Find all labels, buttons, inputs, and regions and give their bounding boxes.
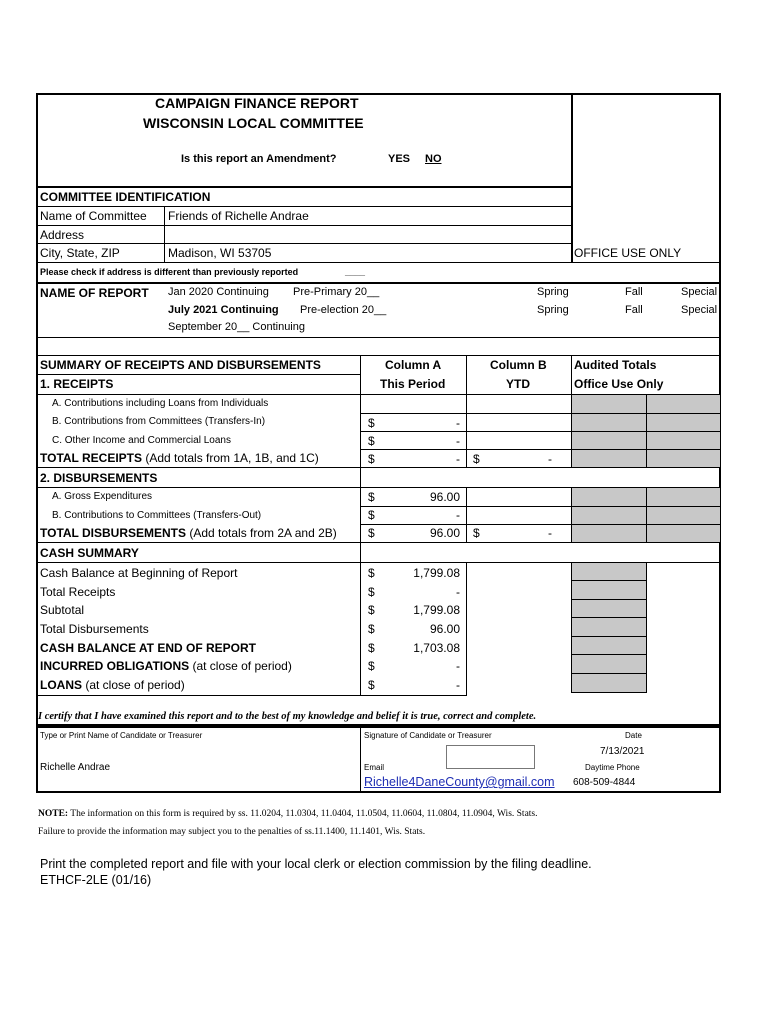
disbursement-b-dollar: $ (368, 508, 375, 522)
cash-row-text: Subtotal (40, 603, 85, 617)
cash-row-text: Cash Balance at Beginning of Report (40, 566, 238, 580)
divider (36, 695, 467, 696)
phone-label: Daytime Phone (585, 763, 640, 772)
report-option-spring[interactable]: Spring (537, 286, 569, 298)
divider (36, 355, 721, 356)
cash-row-bold: LOANS (40, 678, 82, 692)
cash-row-label (40, 603, 84, 617)
divider (719, 726, 721, 793)
report-option-pre-election[interactable]: Pre-election 20__ (300, 304, 387, 316)
audited-cell (646, 524, 721, 543)
disbursement-b-label: B. Contributions to Committees (Transfers-Out) (52, 510, 262, 521)
cash-row-value[interactable]: 96.00 (429, 622, 460, 636)
form-id: ETHCF-2LE (01/16) (40, 873, 152, 887)
cash-row-dollar: $ (368, 603, 375, 617)
cash-row-dollar: $ (368, 566, 375, 580)
city-state-zip-label: City, State, ZIP (40, 246, 120, 260)
cash-row-label (40, 678, 185, 692)
audited-cell (571, 524, 647, 543)
divider (36, 282, 721, 284)
cash-row-bold: INCURRED OBLIGATIONS (40, 659, 190, 673)
note-text: The information on this form is required by ss. 11.0204, 11.0304, 11.0404, 11.0504, 11.0604, 11.0804, 11.0904, Wis. Stats. (68, 809, 538, 819)
total-disbursements-value[interactable]: 96.00 (429, 526, 460, 540)
column-a-header: Column A (385, 358, 442, 372)
cash-row-label (40, 566, 237, 580)
address-change-note: Please check if address is different than previously reported (40, 267, 299, 277)
section-committee-identification: COMMITTEE IDENTIFICATION (40, 190, 211, 204)
total-receipts-value[interactable]: - (456, 452, 460, 466)
divider (164, 206, 165, 263)
divider (36, 262, 721, 263)
cash-row-label (40, 641, 256, 655)
summary-title: SUMMARY OF RECEIPTS AND DISBURSEMENTS (40, 358, 321, 372)
column-b-subheader: YTD (506, 377, 530, 391)
cash-row-value[interactable]: 1,703.08 (413, 641, 460, 655)
audited-cell (646, 431, 721, 450)
cash-row-dollar: $ (368, 585, 375, 599)
cash-row-value[interactable]: - (456, 585, 460, 599)
report-option-special[interactable]: Special (681, 304, 718, 316)
amendment-question: Is this report an Amendment? (181, 153, 337, 165)
cash-row-text: Total Disbursements (40, 622, 149, 636)
report-option-special[interactable]: Special (681, 286, 718, 298)
audited-cell (646, 394, 721, 414)
cash-row-note: (at close of period) (82, 678, 185, 692)
cash-row-note: (at close of period) (189, 659, 292, 673)
total-receipts-note: (Add totals from 1A, 1B, and 1C) (142, 451, 319, 465)
candidate-name-value[interactable]: Richelle Andrae (40, 762, 111, 773)
type-name-label: Type or Print Name of Candidate or Treasurer (40, 731, 203, 740)
total-disbursements-label (40, 526, 337, 540)
divider (36, 374, 361, 375)
divider (571, 355, 572, 395)
audited-cell (571, 449, 647, 468)
divider (36, 726, 38, 793)
total-disbursements-dollar: $ (368, 526, 375, 540)
phone-value[interactable]: 608-509-4844 (573, 777, 636, 788)
divider (36, 337, 721, 338)
disbursement-a-value[interactable]: 96.00 (429, 490, 460, 504)
form-subtitle: WISCONSIN LOCAL COMMITTEE (143, 115, 364, 131)
divider (466, 562, 467, 695)
report-option-fall[interactable]: Fall (625, 304, 643, 316)
divider (36, 467, 572, 468)
column-a-subheader: This Period (380, 377, 446, 391)
cash-row-dollar: $ (368, 678, 375, 692)
audited-cell (646, 506, 721, 525)
total-receipts-ytd-value[interactable]: - (548, 452, 552, 466)
cash-row-label (40, 622, 149, 636)
report-option-july-2021[interactable]: July 2021 Continuing (168, 304, 279, 316)
report-option-spring[interactable]: Spring (537, 304, 569, 316)
receipts-title: 1. RECEIPTS (40, 377, 114, 391)
cash-summary-title: CASH SUMMARY (40, 546, 139, 560)
total-disbursements-ytd-value[interactable]: - (548, 526, 552, 540)
receipt-c-value[interactable]: - (456, 434, 460, 448)
penalty-note: Failure to provide the information may subject you to the penalties of ss.11.1400, 11.1401, Wis. Stats. (38, 827, 426, 837)
disbursements-title: 2. DISBURSEMENTS (40, 471, 158, 485)
cash-row-dollar: $ (368, 641, 375, 655)
audited-cell (571, 617, 647, 637)
divider (466, 355, 467, 395)
report-option-jan-2020[interactable]: Jan 2020 Continuing (168, 286, 269, 298)
cash-row-text: Total Receipts (40, 585, 116, 599)
report-option-pre-primary[interactable]: Pre-Primary 20__ (293, 286, 380, 298)
disbursement-b-value[interactable]: - (456, 508, 460, 522)
cash-row-value[interactable]: - (456, 678, 460, 692)
audited-cell (646, 487, 721, 507)
date-value[interactable]: 7/13/2021 (600, 746, 645, 757)
total-receipts-ytd-dollar: $ (473, 452, 480, 466)
report-name-label: NAME OF REPORT (40, 286, 149, 300)
receipt-a-label: A. Contributions including Loans from Individuals (52, 398, 269, 409)
audited-cell (646, 449, 721, 468)
form-title: CAMPAIGN FINANCE REPORT (155, 95, 359, 111)
total-receipts-bold: TOTAL RECEIPTS (40, 451, 143, 465)
disbursement-a-dollar: $ (368, 490, 375, 504)
column-b-header: Column B (490, 358, 547, 372)
audited-cell (571, 431, 647, 450)
audited-totals-subheader: Office Use Only (574, 377, 664, 391)
signature-box[interactable] (446, 745, 535, 769)
receipt-c-label: C. Other Income and Commercial Loans (52, 435, 231, 446)
cash-row-value[interactable]: 1,799.08 (413, 566, 460, 580)
audited-cell (571, 487, 647, 507)
audited-cell (571, 636, 647, 655)
date-label: Date (625, 731, 642, 740)
total-disbursements-ytd-dollar: $ (473, 526, 480, 540)
divider (36, 186, 573, 188)
divider (466, 487, 467, 543)
cash-row-value[interactable]: - (456, 659, 460, 673)
total-receipts-dollar: $ (368, 452, 375, 466)
divider (36, 243, 573, 244)
audited-cell (571, 562, 647, 581)
receipt-b-label: B. Contributions from Committees (Transfers-In) (52, 416, 266, 427)
statutory-note (38, 809, 538, 819)
cash-row-label (40, 659, 292, 673)
audited-cell (571, 580, 647, 600)
cash-row-bold: CASH BALANCE AT END OF REPORT (40, 641, 256, 655)
audited-cell (571, 599, 647, 618)
audited-cell (571, 654, 647, 674)
total-receipts-label (40, 451, 319, 465)
email-link[interactable]: Richelle4DaneCounty@gmail.com (364, 775, 555, 789)
audited-cell (571, 506, 647, 525)
divider (36, 206, 573, 207)
total-disbursements-bold: TOTAL DISBURSEMENTS (40, 526, 187, 540)
divider (36, 225, 573, 226)
divider (36, 791, 721, 793)
address-change-checkbox[interactable]: ____ (345, 267, 366, 277)
amendment-no[interactable]: NO (425, 153, 442, 165)
divider (360, 355, 361, 695)
signature-label: Signature of Candidate or Treasurer (364, 731, 492, 740)
receipt-b-dollar: $ (368, 416, 375, 430)
filing-instructions: Print the completed report and file with your local clerk or election commission by the filing deadline. (40, 857, 592, 871)
note-label: NOTE: (38, 809, 69, 819)
cash-row-value[interactable]: 1,799.08 (413, 603, 460, 617)
audited-cell (571, 394, 647, 414)
audited-totals-header: Audited Totals (574, 358, 657, 372)
divider (360, 726, 361, 792)
city-state-zip-field[interactable]: Madison, WI 53705 (168, 246, 272, 260)
email-label: Email (364, 763, 385, 772)
cash-row-dollar: $ (368, 659, 375, 673)
amendment-yes[interactable]: YES (388, 153, 411, 165)
audited-cell (646, 413, 721, 432)
receipt-b-value[interactable]: - (456, 416, 460, 430)
cash-row-label (40, 585, 115, 599)
address-label: Address (40, 228, 85, 242)
cash-row-dollar: $ (368, 622, 375, 636)
receipt-c-dollar: $ (368, 434, 375, 448)
disbursement-a-label: A. Gross Expenditures (52, 491, 153, 502)
audited-cell (571, 413, 647, 432)
report-option-september[interactable]: September 20__ Continuing (168, 321, 305, 333)
divider (36, 726, 721, 728)
certification-statement: I certify that I have examined this report and to the best of my knowledge and belief it is true, correct and complete. (38, 711, 537, 722)
office-use-only: OFFICE USE ONLY (574, 246, 682, 260)
audited-cell (571, 673, 647, 693)
divider (571, 93, 573, 263)
committee-name-field[interactable]: Friends of Richelle Andrae (168, 209, 309, 223)
committee-name-label: Name of Committee (40, 209, 147, 223)
report-option-fall[interactable]: Fall (625, 286, 643, 298)
total-disbursements-note: (Add totals from 2A and 2B) (186, 526, 337, 540)
